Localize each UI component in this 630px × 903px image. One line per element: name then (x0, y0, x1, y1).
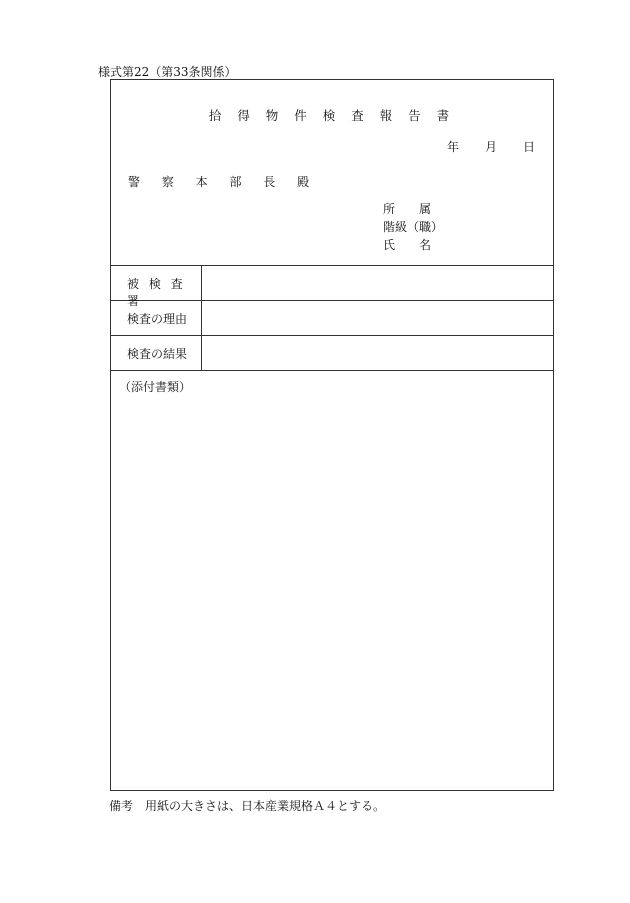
date-line (447, 138, 535, 155)
inspection-result-label: 検査の結果 (127, 347, 188, 361)
inspection-result-value[interactable] (207, 345, 545, 363)
date-year-label: 年 (446, 140, 459, 154)
remarks-text: 用紙の大きさは、日本産業規格Ａ４とする。 (145, 799, 386, 813)
form-id: 様式第22（第33条関係） (98, 65, 237, 79)
inspection-reason-label: 検査の理由 (127, 312, 188, 326)
form-title: 拾 得 物 件 検 査 報 告 書 (208, 108, 456, 123)
row-inspection-result (111, 336, 553, 371)
inspected-station-label: 被 検 査 署 (127, 277, 186, 308)
remarks (109, 797, 385, 814)
addressee: 警 察 本 部 長 殿 (128, 175, 319, 189)
row-label-cell (111, 336, 202, 370)
date-month-label: 月 (484, 140, 497, 154)
header-block (111, 80, 553, 266)
row-label-cell (111, 266, 202, 308)
affiliation-label: 所 属 (383, 202, 432, 216)
inspection-reason-value[interactable] (207, 310, 545, 328)
row-label-cell (111, 301, 202, 335)
attachments-label: （添付書類） (119, 380, 192, 394)
inspection-rows (111, 266, 553, 371)
name-label: 氏 名 (383, 238, 432, 252)
remarks-head: 備考 (109, 799, 134, 813)
row-inspection-reason (111, 301, 553, 336)
report-form-frame (110, 79, 554, 791)
inspected-station-value[interactable] (207, 275, 545, 293)
date-day-label: 日 (522, 140, 535, 154)
reporter-block (383, 200, 443, 254)
row-inspected-station (111, 266, 553, 308)
rank-label: 階級（職） (383, 220, 444, 234)
